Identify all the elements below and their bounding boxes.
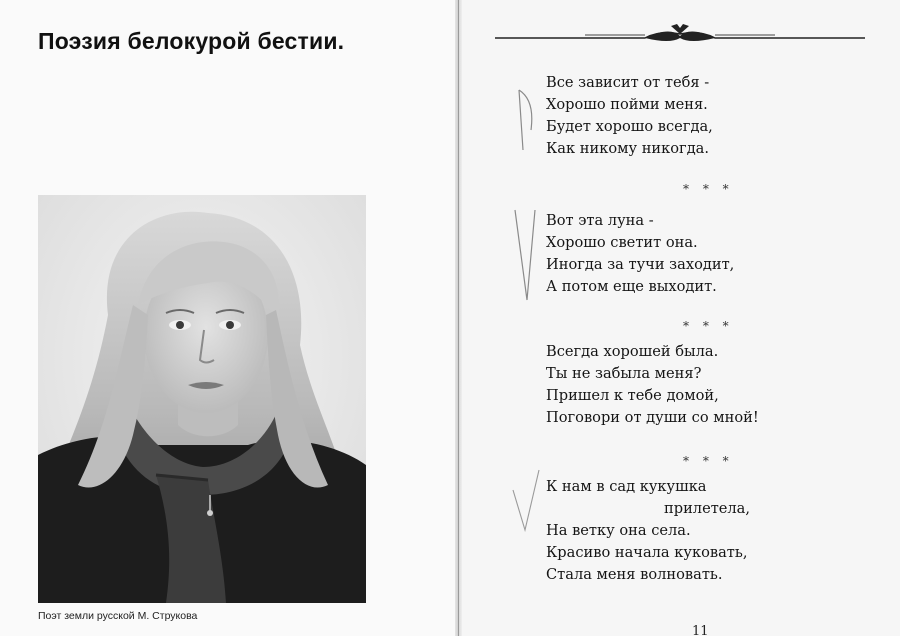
poem-line: Красиво начала куковать, (546, 544, 748, 561)
stanza-separator: * * * (683, 319, 734, 333)
poem-line: Вот эта луна - (546, 212, 654, 229)
header-ornament (495, 22, 865, 46)
page-number: 11 (692, 624, 709, 639)
pencil-marks (505, 70, 545, 550)
stanza-separator: * * * (683, 454, 734, 468)
poem-line: К нам в сад кукушка (546, 478, 707, 495)
poem-3 (546, 341, 759, 429)
poem-line: Хорошо светит она. (546, 234, 698, 251)
poem-line: Поговори от души со мной! (546, 409, 759, 426)
poem-4 (546, 476, 750, 586)
poem-line: Как никому никогда. (546, 140, 710, 157)
poem-line: Пришел к тебе домой, (546, 387, 719, 404)
author-portrait (38, 195, 366, 603)
poem-2 (546, 210, 734, 298)
poem-line: А потом еще выходит. (546, 278, 717, 295)
poem-line: Все зависит от тебя - (546, 74, 710, 91)
poem-1 (546, 72, 713, 160)
poem-line: Хорошо пойми меня. (546, 96, 708, 113)
poem-line: Иногда за тучи заходит, (546, 256, 735, 273)
poem-line: Стала меня волновать. (546, 566, 723, 583)
poem-line: Будет хорошо всегда, (546, 118, 713, 135)
gutter-line (458, 0, 459, 636)
poem-line: На ветку она села. (546, 522, 691, 539)
poem-line: Ты не забыла меня? (546, 365, 702, 382)
poem-line: прилетела, (664, 500, 751, 517)
poem-line: Всегда хорошей была. (546, 343, 719, 360)
stanza-separator: * * * (683, 182, 734, 196)
photo-caption: Поэт земли русской М. Струкова (38, 610, 198, 622)
page-title: Поэзия белокурой бестии. (38, 28, 345, 54)
